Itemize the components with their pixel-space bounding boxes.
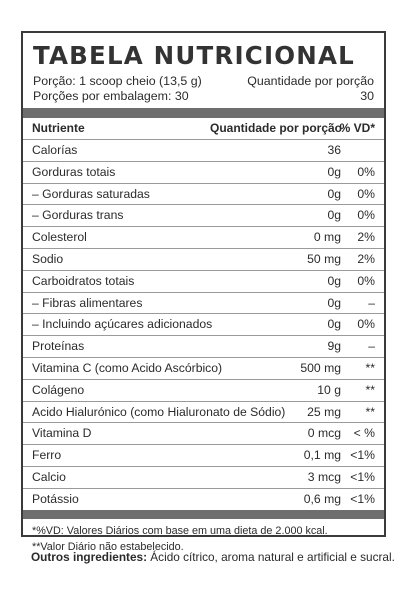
nutrient-name: Carboidratos totais: [32, 273, 135, 288]
nutrient-name: Vitamina C (como Acido Ascórbico): [32, 360, 223, 375]
vd-footnote: *%VD: Valores Diários com base em uma dieta de 2.000 kcal.: [32, 524, 328, 537]
header-amount: Quantidade por porção: [209, 121, 342, 135]
table-row: [23, 184, 384, 206]
servings-per-package-line: [23, 89, 384, 104]
nutrient-vd: **: [365, 360, 375, 375]
header-vd: % VD*: [339, 121, 375, 135]
quantity-per-portion-label: Quantidade por porção: [247, 74, 374, 88]
nutrient-vd: 2%: [357, 251, 375, 266]
nutrient-amount: 0,1 mg: [303, 448, 341, 463]
nutrient-amount: 0g: [327, 295, 341, 310]
vd-not-established-footnote: **Valor Diário não estabelecido.: [32, 540, 184, 553]
nutrient-name: Calcio: [32, 469, 66, 484]
table-row: [23, 445, 384, 467]
table-header-row: [23, 118, 384, 140]
nutrient-amount: 0 mg: [313, 230, 341, 245]
nutrient-name: Potássio: [32, 491, 79, 506]
nutrient-amount: 0g: [327, 186, 341, 201]
notes-divider: [23, 510, 384, 519]
nutrient-amount: 50 mg: [307, 251, 341, 266]
table-row: [23, 489, 384, 510]
nutrient-name: – Fibras alimentares: [32, 295, 143, 310]
ingredients-label: Outros ingredientes:: [31, 550, 148, 564]
table-row: [23, 336, 384, 358]
nutrient-vd: –: [368, 295, 375, 310]
nutrient-vd: <1%: [350, 491, 375, 506]
servings-value: 30: [360, 89, 374, 103]
nutrient-vd: 0%: [357, 317, 375, 332]
table-row: [23, 249, 384, 271]
nutrient-name: – Gorduras saturadas: [32, 186, 150, 201]
table-row: [23, 423, 384, 445]
nutrient-vd: –: [368, 339, 375, 354]
table-row: [23, 271, 384, 293]
table-row: [23, 227, 384, 249]
nutrient-name: – Gorduras trans: [32, 208, 124, 223]
nutrient-vd: 0%: [357, 273, 375, 288]
nutrient-vd: **: [365, 404, 375, 419]
nutrient-amount: 9g: [327, 339, 341, 354]
table-row: [23, 314, 384, 336]
nutrient-vd: 0%: [357, 164, 375, 179]
nutrient-amount: 36: [327, 143, 341, 157]
nutrient-name: – Incluindo açúcares adicionados: [32, 317, 213, 332]
nutrient-vd: <1%: [350, 448, 375, 463]
serving-size-line: [23, 74, 384, 89]
nutrient-name: Sodio: [32, 251, 64, 266]
nutrient-vd: 0%: [357, 186, 375, 201]
nutrient-name: Calorías: [32, 143, 78, 157]
table-row: [23, 380, 384, 402]
table-title: TABELA NUTRICIONAL: [33, 41, 355, 70]
table-row: [23, 293, 384, 315]
nutrient-amount: 10 g: [317, 382, 341, 397]
nutrient-vd: < %: [353, 426, 375, 441]
portion-label: Porção: 1 scoop cheio (13,5 g): [33, 74, 202, 88]
table-row: [23, 467, 384, 489]
nutrient-vd: 2%: [357, 230, 375, 245]
nutrient-name: Vitamina D: [32, 426, 92, 441]
nutrient-name: Proteínas: [32, 339, 85, 354]
thick-divider: [23, 108, 384, 118]
nutrient-rows: [23, 140, 384, 510]
table-row: [23, 140, 384, 162]
nutrient-vd: 0%: [357, 208, 375, 223]
nutrient-amount: 0g: [327, 208, 341, 223]
nutrient-amount: 3 mcg: [307, 469, 341, 484]
nutrient-amount: 0 mcg: [307, 426, 341, 441]
nutrient-vd: <1%: [350, 469, 375, 484]
table-row: [23, 402, 384, 424]
nutrient-name: Colesterol: [32, 230, 87, 245]
nutrient-name: Colágeno: [32, 382, 85, 397]
table-row: [23, 205, 384, 227]
nutrient-amount: 500 mg: [300, 360, 341, 375]
table-row: [23, 358, 384, 380]
nutrient-amount: 0,6 mg: [303, 491, 341, 506]
nutrient-name: Acido Hialurónico (como Hialuronato de Sódio): [32, 404, 286, 419]
nutrient-name: Gorduras totais: [32, 164, 116, 179]
nutrient-name: Ferro: [32, 448, 62, 463]
nutrient-amount: 0g: [327, 317, 341, 332]
nutrient-amount: 0g: [327, 164, 341, 179]
ingredients-text: Ácido cítrico, aroma natural e artificial e sucral.: [147, 550, 395, 564]
servings-label: Porções por embalagem: 30: [33, 89, 189, 103]
nutrient-amount: 25 mg: [307, 404, 341, 419]
nutrient-vd: **: [365, 382, 375, 397]
header-nutrient: Nutriente: [32, 121, 85, 135]
nutrient-amount: 0g: [327, 273, 341, 288]
nutrition-table: [21, 31, 386, 553]
table-row: [23, 162, 384, 184]
other-ingredients: [31, 550, 395, 564]
